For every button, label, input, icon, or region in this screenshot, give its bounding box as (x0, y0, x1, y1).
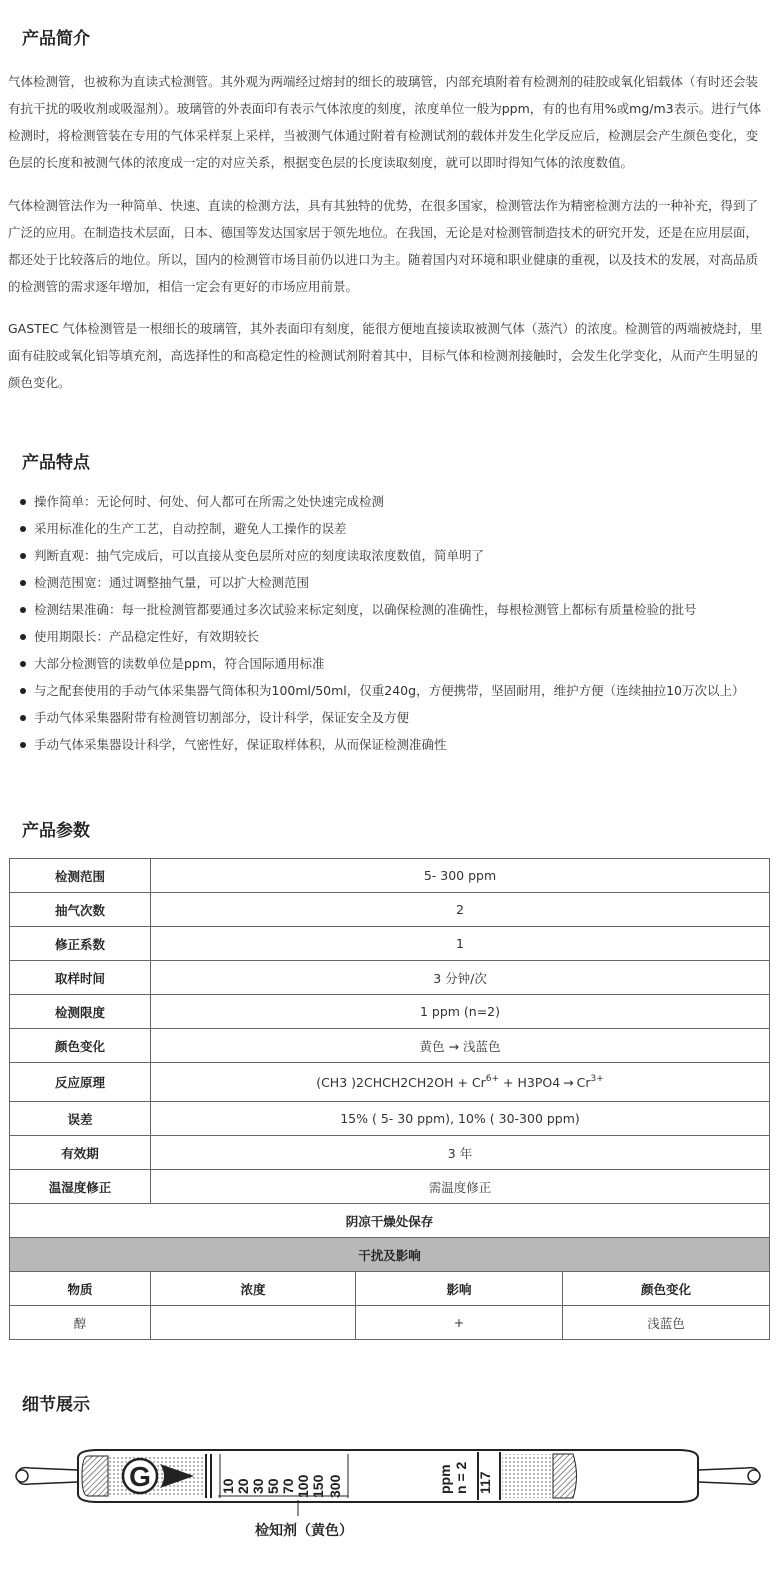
reaction-part-2: + H3PO4 (499, 1074, 561, 1090)
feature-list (8, 488, 770, 758)
intro-paragraph-2: 气体检测管法作为一种简单、快速、直读的检测方法，具有其独特的优势，在很多国家，检测管法作为精密检测方法的一种补充，得到了广泛的应用。在制造技术层面，日本、德国等发达国家居于领先地位。在我国，无论是对检测管制造技术的研究开发，还是在应用层面，都还处于比较落后的地位。所以，国内的检测管市场目前仍以进口为主。随着国内对环境和职业健康的重视，以及技术的发展，对高品质的检测管的需求逐年增加，相信一定会有更好的市场应用前景。 (8, 198, 759, 294)
param-row (10, 859, 770, 893)
feature-item (8, 623, 770, 650)
tube-right-seal (748, 1470, 760, 1482)
interference-header: 浓度 (151, 1272, 356, 1306)
bullet-icon (20, 661, 26, 667)
tube-right-packing (502, 1454, 552, 1498)
bullet-icon (20, 580, 26, 586)
scale-label: 30 (250, 1478, 266, 1494)
interference-substance: 醇 (10, 1306, 151, 1340)
interference-header: 物质 (10, 1272, 151, 1306)
reaction-superscript-2: 3+ (590, 1073, 604, 1084)
bullet-icon (20, 688, 26, 694)
param-row (10, 995, 770, 1029)
feature-item (8, 731, 770, 758)
param-value: 1 (151, 927, 770, 961)
bullet-icon (20, 715, 26, 721)
section-title-features: 产品特点 (22, 453, 90, 473)
feature-item (8, 650, 770, 677)
reaction-part-3: Cr (576, 1074, 591, 1090)
params-table (9, 858, 770, 1340)
param-value: 黄色 → 浅蓝色 (151, 1029, 770, 1063)
param-row (10, 1136, 770, 1170)
param-label: 检测范围 (10, 859, 151, 893)
param-row (10, 1029, 770, 1063)
param-label: 反应原理 (10, 1063, 151, 1102)
feature-item (8, 542, 770, 569)
section-title-params: 产品参数 (22, 821, 90, 841)
tube-unit: ppm (437, 1464, 453, 1494)
param-row (10, 1102, 770, 1136)
scale-label: 20 (235, 1478, 251, 1494)
reaction-arrow: → (563, 1074, 574, 1090)
feature-text: 检测结果准确：每一批检测管都要通过多次试验来标定刻度，以确保检测的准确性，每根检测管上都标有质量检验的批号 (34, 602, 697, 617)
feature-text: 判断直观：抽气完成后，可以直接从变色层所对应的刻度读取浓度数值，简单明了 (34, 548, 485, 563)
param-value: 2 (151, 893, 770, 927)
detector-tube-illustration (8, 1444, 768, 1564)
param-row (10, 893, 770, 927)
feature-item (8, 488, 770, 515)
section-title-intro: 产品简介 (22, 29, 90, 49)
storage-row (10, 1204, 770, 1238)
param-label: 抽气次数 (10, 893, 151, 927)
param-value: 需温度修正 (151, 1170, 770, 1204)
param-label: 检测限度 (10, 995, 151, 1029)
feature-text: 检测范围宽：通过调整抽气量，可以扩大检测范围 (34, 575, 310, 590)
interference-title-row (10, 1238, 770, 1272)
bullet-icon (20, 553, 26, 559)
param-row-reaction (10, 1063, 770, 1102)
reaction-superscript-1: 6+ (485, 1073, 500, 1084)
feature-text: 使用期限长：产品稳定性好，有效期较长 (34, 629, 260, 644)
feature-text: 大部分检测管的读数单位是ppm，符合国际通用标准 (34, 656, 325, 671)
tube-left-seal (16, 1470, 28, 1482)
scale-label: 100 (295, 1474, 311, 1498)
feature-text: 手动气体采集器附带有检测管切割部分，设计科学，保证安全及方便 (34, 710, 410, 725)
bullet-icon (20, 526, 26, 532)
param-row (10, 1170, 770, 1204)
param-label: 有效期 (10, 1136, 151, 1170)
feature-item (8, 704, 770, 731)
param-value: 3 年 (151, 1136, 770, 1170)
scale-label: 50 (265, 1478, 281, 1494)
tube-left-plug (82, 1456, 108, 1496)
feature-text: 操作简单：无论何时、何处、何人都可在所需之处快速完成检测 (34, 494, 385, 509)
feature-item (8, 569, 770, 596)
param-label: 误差 (10, 1102, 151, 1136)
feature-item (8, 596, 770, 623)
feature-text: 与之配套使用的手动气体采集器气筒体积为100ml/50ml，仅重240g，方便携带，坚固耐用，维护方便（连续抽拉10万次以上） (34, 683, 745, 698)
feature-text: 手动气体采集器设计科学，气密性好，保证取样体积，从而保证检测准确性 (34, 737, 447, 752)
param-value: 15% ( 5- 30 ppm), 10% ( 30-300 ppm) (151, 1102, 770, 1136)
reaction-part-1: (CH3 )2CHCH2CH2OH + Cr (316, 1074, 486, 1090)
feature-text: 采用标准化的生产工艺，自动控制，避免人工操作的误差 (34, 521, 347, 536)
scale-label: 300 (327, 1474, 343, 1498)
interference-title: 干扰及影响 (10, 1238, 770, 1272)
param-label: 颜色变化 (10, 1029, 151, 1063)
param-label: 修正系数 (10, 927, 151, 961)
interference-header: 颜色变化 (563, 1272, 770, 1306)
reaction-formula (151, 1063, 770, 1102)
interference-effect: + (356, 1306, 563, 1340)
tube-caption: 检知剂（黄色） (255, 1523, 353, 1539)
feature-item (8, 515, 770, 542)
scale-label: 150 (310, 1474, 326, 1498)
interference-row (10, 1306, 770, 1340)
param-row (10, 927, 770, 961)
tube-logo: G (129, 1461, 151, 1492)
tube-right-plug (553, 1454, 577, 1498)
tube-code: 117 (477, 1471, 493, 1494)
param-row (10, 961, 770, 995)
interference-header-row (10, 1272, 770, 1306)
bullet-icon (20, 499, 26, 505)
tube-strokes: n = 2 (453, 1461, 469, 1494)
param-label: 取样时间 (10, 961, 151, 995)
intro-paragraph-3: GASTEC 气体检测管是一根细长的玻璃管，其外表面印有刻度，能很方便地直接读取被测气体（蒸汽）的浓度。检测管的两端被烧封，里面有硅胶或氧化铝等填充剂，高选择性的和高稳定性的检测试剂附着其中，目标气体和检测剂接触时，会发生化学变化，从而产生明显的颜色变化。 (8, 321, 763, 390)
intro-paragraph-1: 气体检测管，也被称为直读式检测管。其外观为两端经过熔封的细长的玻璃管，内部充填附着有检测剂的硅胶或氧化铝载体（有时还会装有抗干扰的吸收剂或吸湿剂）。玻璃管的外表面印有表示气体浓度的刻度，浓度单位一般为ppm，有的也有用%或mg/m3表示。进行气体检测时，将检测管装在专用的气体采样泵上采样，当被测气体通过附着有检测试剂的载体并发生化学反应后，检测层会产生颜色变化，变色层的长度和被测气体的浓度成一定的对应关系，根据变色层的长度读取刻度，就可以即时得知气体的浓度数值。 (8, 74, 762, 170)
interference-color: 浅蓝色 (563, 1306, 770, 1340)
scale-label: 10 (220, 1478, 236, 1494)
storage-note: 阴凉干燥处保存 (10, 1204, 770, 1238)
feature-item (8, 677, 770, 704)
bullet-icon (20, 742, 26, 748)
scale-label: 70 (280, 1478, 296, 1494)
param-value: 1 ppm (n=2) (151, 995, 770, 1029)
interference-concentration (151, 1306, 356, 1340)
tube-svg (8, 1444, 768, 1524)
param-value: 3 分钟/次 (151, 961, 770, 995)
bullet-icon (20, 607, 26, 613)
interference-header: 影响 (356, 1272, 563, 1306)
section-title-details: 细节展示 (22, 1395, 90, 1415)
bullet-icon (20, 634, 26, 640)
param-value: 5- 300 ppm (151, 859, 770, 893)
param-label: 温湿度修正 (10, 1170, 151, 1204)
